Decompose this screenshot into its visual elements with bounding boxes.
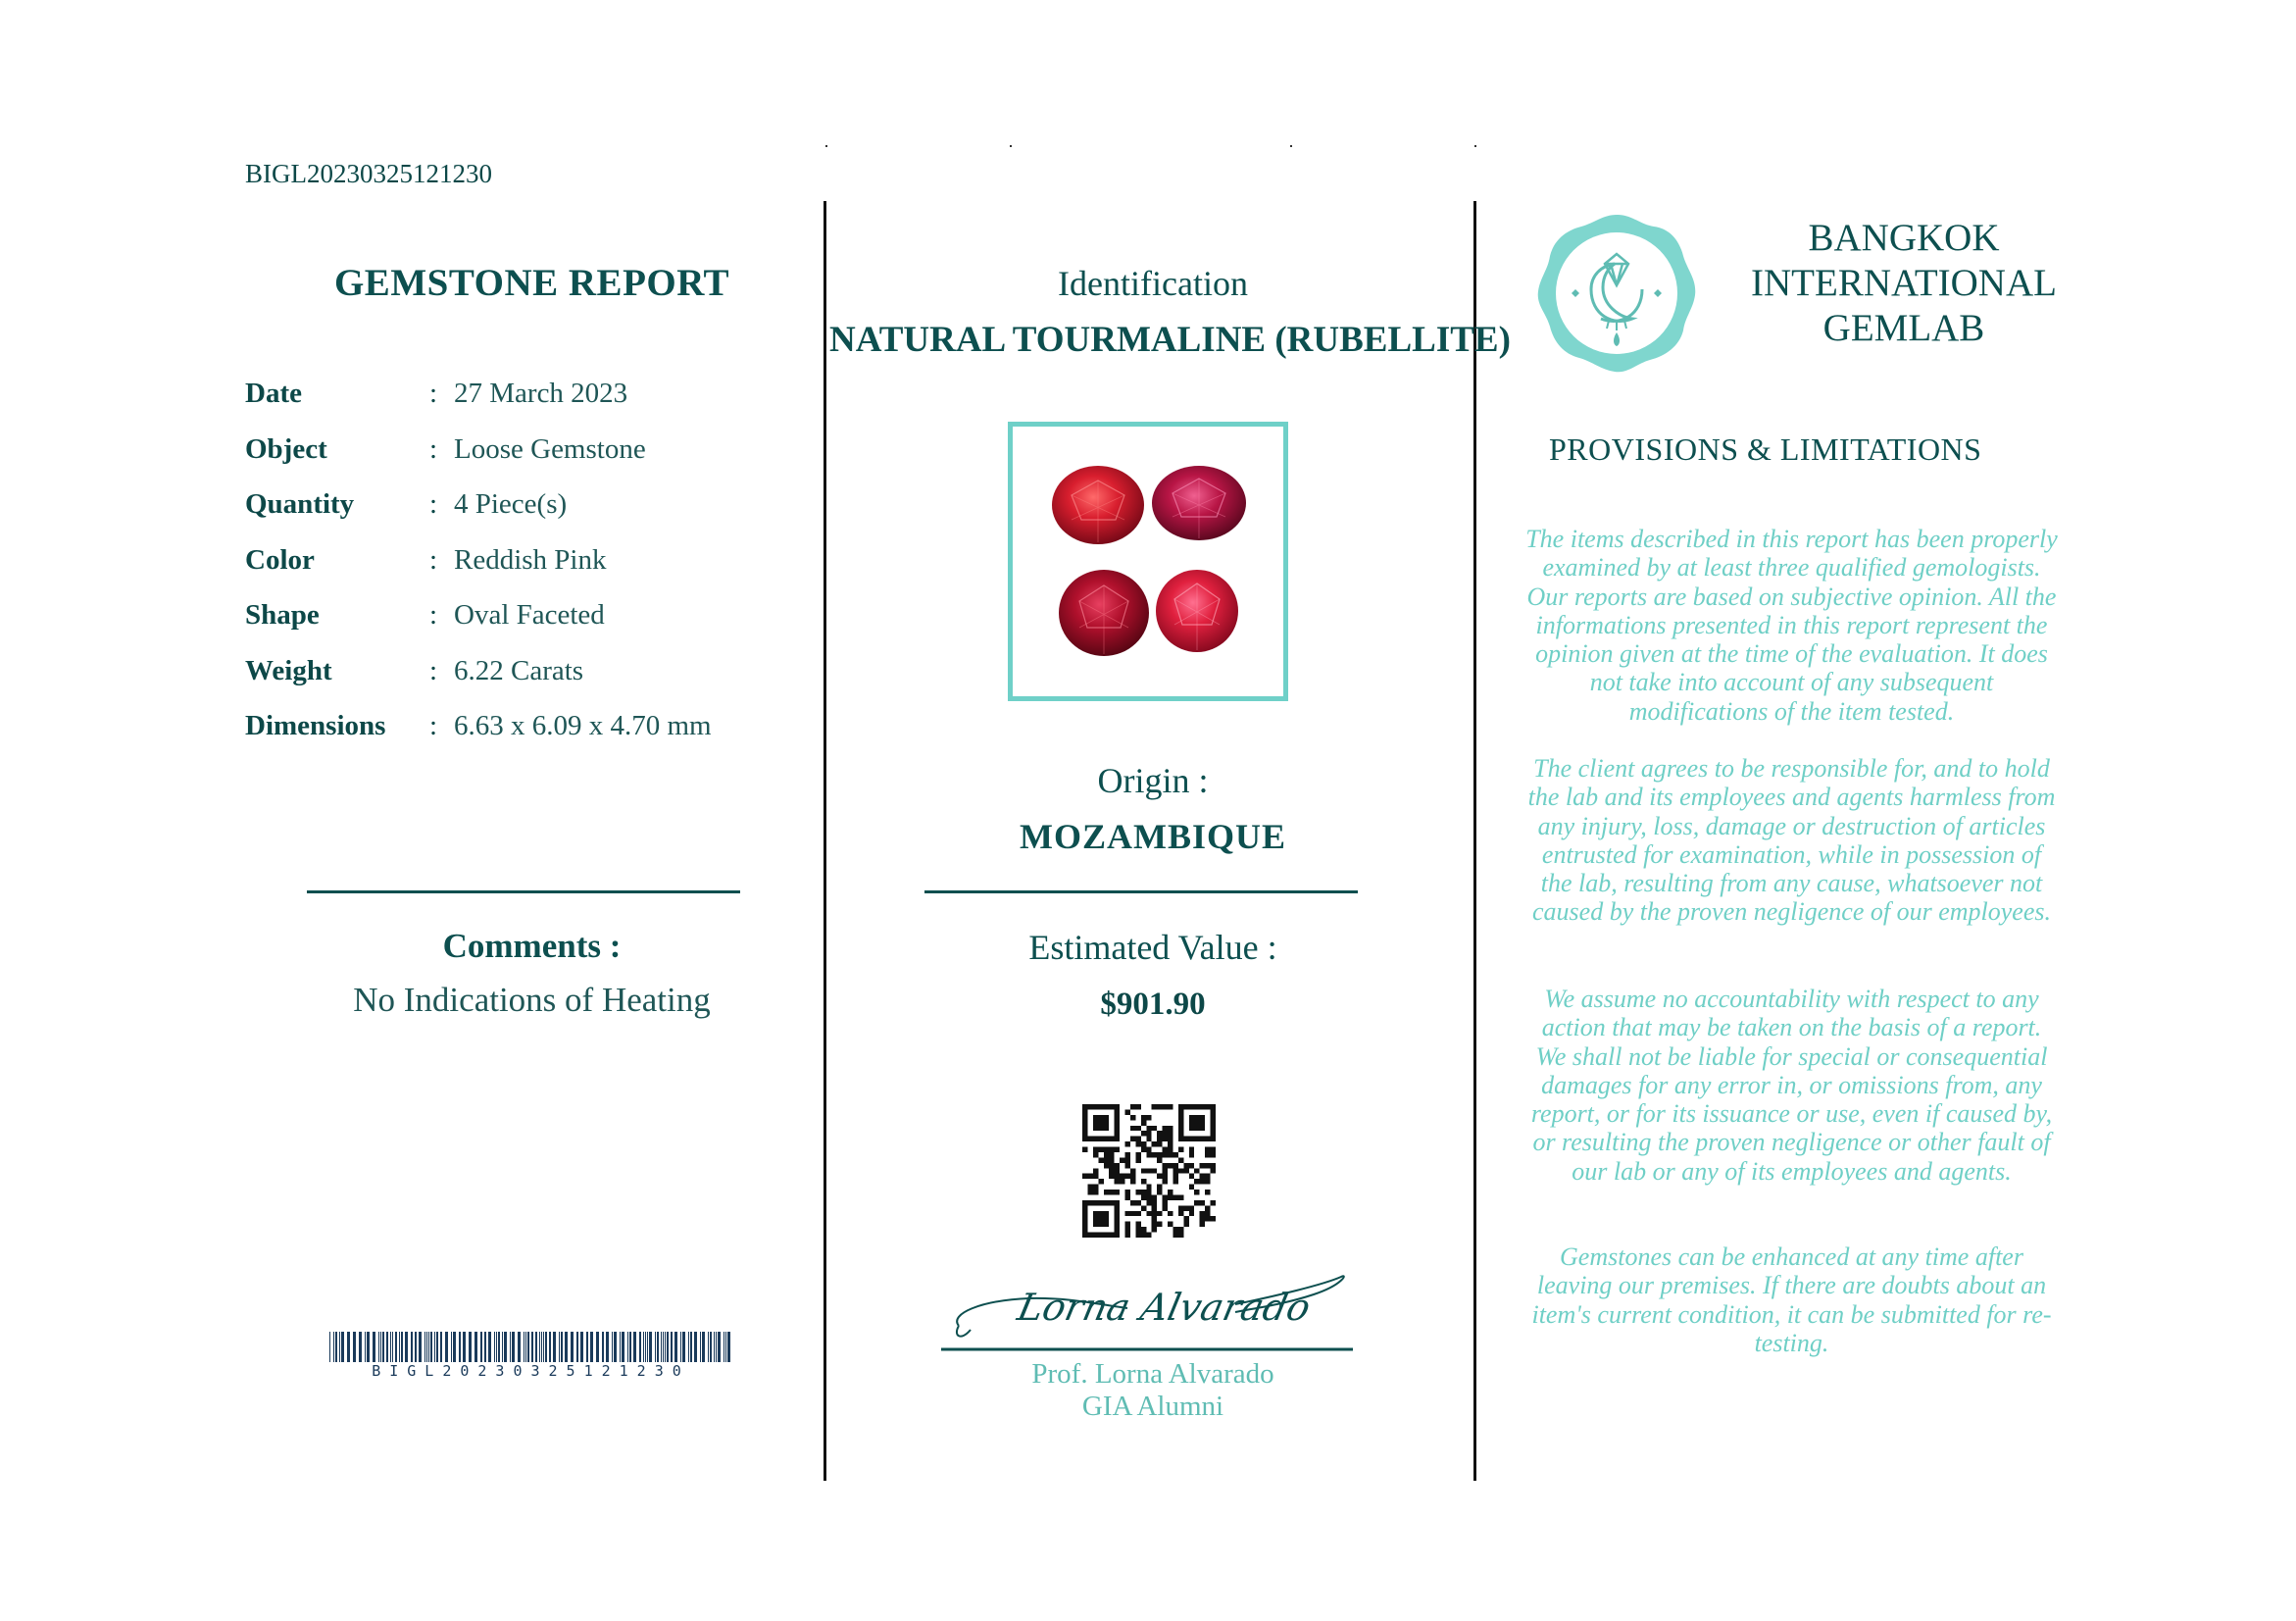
svg-text:Lorna Alvarado: Lorna Alvarado — [1013, 1286, 1315, 1330]
gem-2 — [1152, 466, 1246, 540]
qr-code-icon — [1082, 1104, 1216, 1238]
field-value: 6.63 x 6.09 x 4.70 mm — [454, 710, 712, 741]
field-value: Oval Faceted — [454, 599, 605, 631]
field-label: Weight — [245, 654, 332, 686]
report-id: BIGL20230325121230 — [245, 159, 492, 188]
gem-4 — [1156, 570, 1238, 652]
identification-label: Identification — [1058, 264, 1248, 303]
provision-paragraph: We assume no accountability with respect to any action that may be taken on the basis of a report. We shall not be liable for special or consequential damages for any error in, or omissions from, any report, or for its issuance or use, even if caused by, or resulting the proven negligence or other fault of our lab or any of its employees and agents. — [1530, 985, 2053, 1186]
provision-paragraph: The items described in this report has been properly examined by at least three qualified gemologists. Our reports are based on subjective opinion. All the informations presented in this report represent the opinion given at the time of the evaluation. It does not take into account of any subsequent modifications of the item tested. — [1525, 525, 2058, 726]
lab-name-line-3: GEMLAB — [1822, 307, 1985, 349]
field-label: Date — [245, 378, 302, 409]
field-colon: : — [429, 654, 438, 686]
gemstone-photo — [1008, 422, 1288, 701]
provisions-title: PROVISIONS & LIMITATIONS — [1549, 431, 1982, 467]
field-colon: : — [429, 710, 438, 741]
provision-paragraph: Gemstones can be enhanced at any time after leaving our premises. If there are doubts about an item's current condition, it can be submitted for re-testing. — [1531, 1242, 2052, 1357]
report-title: GEMSTONE REPORT — [333, 262, 730, 304]
gem-crescent-badge-icon — [1534, 211, 1699, 376]
gemstones-image — [1013, 427, 1283, 696]
field-label: Shape — [245, 599, 320, 631]
value-divider — [924, 890, 1358, 893]
signer-name: Prof. Lorna Alvarado — [1031, 1358, 1274, 1390]
field-label: Quantity — [245, 488, 355, 520]
lab-name-line-2: INTERNATIONAL — [1751, 262, 2057, 304]
signer-title: GIA Alumni — [1081, 1391, 1224, 1422]
field-colon: : — [429, 432, 438, 465]
lab-name-line-1: BANGKOK — [1808, 217, 2000, 259]
gem-3 — [1059, 570, 1149, 656]
field-label: Dimensions — [245, 710, 386, 741]
field-value: Reddish Pink — [454, 543, 607, 576]
divider-left — [824, 201, 826, 1481]
lab-name — [1727, 216, 2080, 351]
field-value: 27 March 2023 — [454, 378, 628, 409]
field-colon: : — [429, 543, 438, 576]
field-value: 4 Piece(s) — [454, 488, 568, 520]
provision-paragraph: The client agrees to be responsible for, and to hold the lab and its employees and agents harmless from any injury, loss, damage or destruction of articles entrusted for examination, while in possession of the lab, resulting from any cause, whatsoever not caused by the proven negligence of our employees. — [1527, 754, 2056, 927]
origin-value: MOZAMBIQUE — [1019, 817, 1286, 856]
estimated-value-amount: $901.90 — [1100, 987, 1206, 1022]
field-colon: : — [429, 488, 438, 520]
comments-title: Comments : — [442, 927, 622, 965]
estimated-value-label: Estimated Value : — [1028, 928, 1277, 967]
identification-value: NATURAL TOURMALINE (RUBELLITE) — [829, 320, 1511, 360]
field-colon: : — [429, 599, 438, 631]
origin-label: Origin : — [1097, 761, 1209, 800]
field-colon: : — [429, 378, 438, 409]
field-value: 6.22 Carats — [454, 654, 584, 686]
gem-1 — [1052, 466, 1144, 544]
barcode-text: BIGL20230325121230 — [329, 1362, 732, 1380]
field-label: Object — [245, 432, 327, 465]
comments-divider — [307, 890, 740, 893]
field-value: Loose Gemstone — [454, 432, 646, 465]
signature — [941, 1265, 1353, 1353]
field-label: Color — [245, 543, 315, 576]
comments-text: No Indications of Heating — [353, 981, 711, 1019]
